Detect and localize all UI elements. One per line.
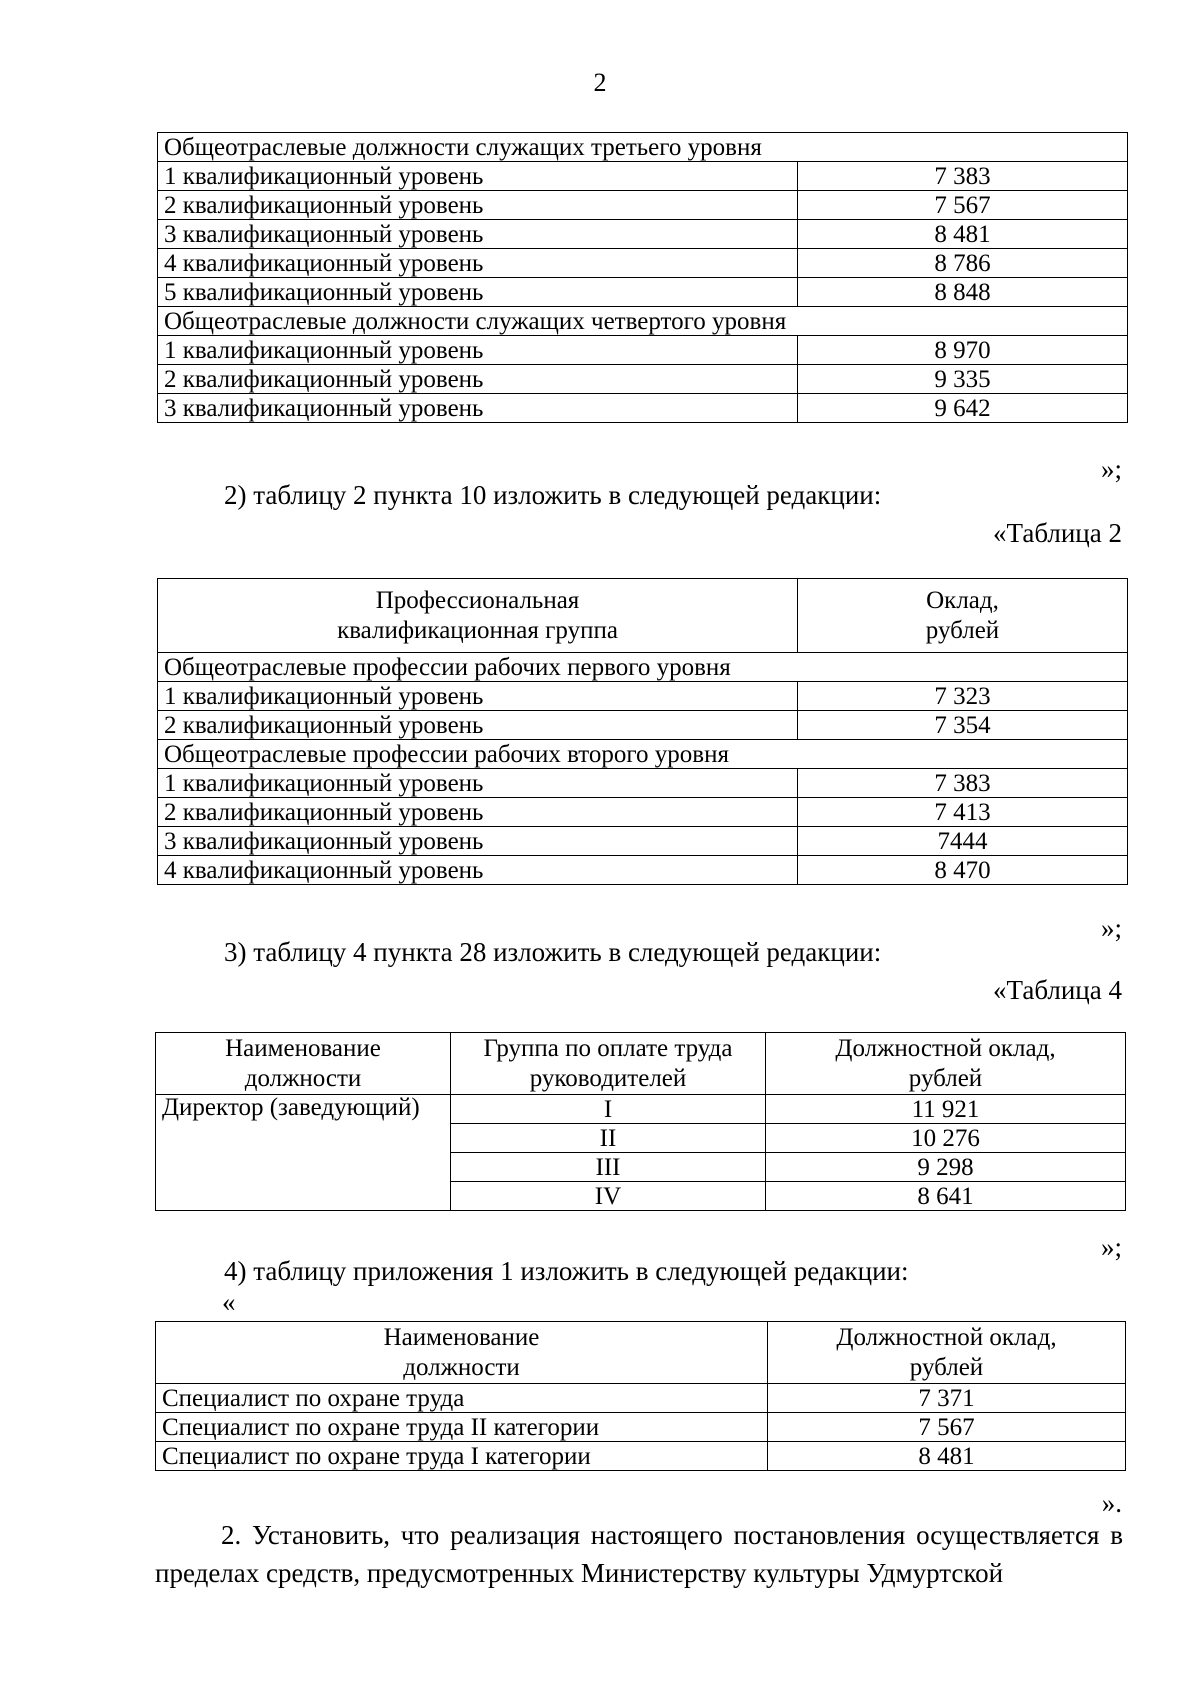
qualification-level: 4 квалификационный уровень [158, 249, 798, 278]
table-appendix-1 [155, 1321, 1126, 1471]
instruction-item-3: 3) таблицу 4 пункта 28 изложить в следующей редакции: [224, 937, 882, 967]
header-position: Наименование должности [156, 1322, 768, 1384]
table-header-row [156, 1322, 1126, 1384]
table-row [158, 394, 1128, 423]
position-name: Директор (заведующий) [156, 1095, 451, 1211]
position-name: Специалист по охране труда II категории [156, 1413, 768, 1442]
salary-value: 10 276 [766, 1124, 1126, 1153]
pay-group: II [451, 1124, 766, 1153]
qualification-level: 2 квалификационный уровень [158, 798, 798, 827]
qualification-level: 5 квалификационный уровень [158, 278, 798, 307]
salary-value: 7 323 [798, 682, 1128, 711]
instruction-item-2: 2) таблицу 2 пункта 10 изложить в следующей редакции: [224, 480, 882, 510]
group-label: Общеотраслевые профессии рабочих второго уровня [158, 740, 1128, 769]
qualification-level: 3 квалификационный уровень [158, 827, 798, 856]
table-row [156, 1413, 1126, 1442]
salary-value: 8 786 [798, 249, 1128, 278]
pay-group: IV [451, 1182, 766, 1211]
salary-value: 8 481 [798, 220, 1128, 249]
salary-value: 8 970 [798, 336, 1128, 365]
table-row [158, 336, 1128, 365]
table-row [158, 682, 1128, 711]
paragraph-2: 2. Установить, что реализация настоящего постановления осуществляется в пределах средств, предусмотренных Министерству культуры Удмуртской [155, 1520, 1123, 1588]
salary-value: 8 848 [798, 278, 1128, 307]
qualification-level: 1 квалификационный уровень [158, 769, 798, 798]
group-label: Общеотраслевые должности служащих третьего уровня [158, 133, 1128, 162]
table-row [158, 827, 1128, 856]
salary-value: 11 921 [766, 1095, 1126, 1124]
pay-group: I [451, 1095, 766, 1124]
closing-quote: »; [1100, 454, 1122, 484]
table-row [158, 162, 1128, 191]
table-row [158, 798, 1128, 827]
instruction-item-4: 4) таблицу приложения 1 изложить в следующей редакции: [224, 1256, 909, 1286]
header-salary: Должностной оклад, рублей [766, 1033, 1126, 1095]
table-row [156, 1384, 1126, 1413]
salary-value: 7 567 [768, 1413, 1126, 1442]
table-group-row [158, 653, 1128, 682]
opening-quote: « [222, 1287, 236, 1317]
table-row [158, 249, 1128, 278]
qualification-level: 4 квалификационный уровень [158, 856, 798, 885]
table-group-row [158, 307, 1128, 336]
closing-quote: »; [1100, 1232, 1122, 1262]
table-row [158, 278, 1128, 307]
table-row [158, 711, 1128, 740]
table-caption: «Таблица 2 [993, 518, 1122, 548]
header-professional-group: Профессиональная квалификационная группа [158, 579, 798, 653]
salary-value: 7 383 [798, 769, 1128, 798]
table-header-row [156, 1033, 1126, 1095]
table-group-row [158, 133, 1128, 162]
qualification-level: 2 квалификационный уровень [158, 191, 798, 220]
header-salary: Должностной оклад, рублей [768, 1322, 1126, 1384]
table-row [156, 1095, 1126, 1124]
salary-value: 7 371 [768, 1384, 1126, 1413]
table-worker-professions [157, 578, 1128, 885]
header-salary: Оклад, рублей [798, 579, 1128, 653]
table-group-row [158, 740, 1128, 769]
salary-value: 8 470 [798, 856, 1128, 885]
position-name: Специалист по охране труда I категории [156, 1442, 768, 1471]
salary-value: 7 383 [798, 162, 1128, 191]
header-pay-group: Группа по оплате труда руководителей [451, 1033, 766, 1095]
table-row [158, 220, 1128, 249]
salary-value: 7444 [798, 827, 1128, 856]
table-row [158, 856, 1128, 885]
qualification-level: 2 квалификационный уровень [158, 365, 798, 394]
pay-group: III [451, 1153, 766, 1182]
group-label: Общеотраслевые профессии рабочих первого уровня [158, 653, 1128, 682]
closing-quote: ». [1101, 1488, 1122, 1518]
table-caption: «Таблица 4 [993, 975, 1122, 1005]
closing-quote: »; [1100, 913, 1122, 943]
qualification-level: 2 квалификационный уровень [158, 711, 798, 740]
qualification-level: 3 квалификационный уровень [158, 394, 798, 423]
salary-value: 7 567 [798, 191, 1128, 220]
table-row [158, 365, 1128, 394]
salary-value: 9 335 [798, 365, 1128, 394]
page-number: 2 [593, 68, 607, 97]
table-header-row [158, 579, 1128, 653]
position-name: Специалист по охране труда [156, 1384, 768, 1413]
qualification-level: 1 квалификационный уровень [158, 682, 798, 711]
salary-value: 9 642 [798, 394, 1128, 423]
header-position: Наименование должности [156, 1033, 451, 1095]
salary-value: 7 354 [798, 711, 1128, 740]
qualification-level: 3 квалификационный уровень [158, 220, 798, 249]
table-employee-positions [157, 132, 1128, 423]
table-row [158, 191, 1128, 220]
qualification-level: 1 квалификационный уровень [158, 336, 798, 365]
table-row [156, 1442, 1126, 1471]
table-manager-salaries [155, 1032, 1126, 1211]
salary-value: 7 413 [798, 798, 1128, 827]
qualification-level: 1 квалификационный уровень [158, 162, 798, 191]
salary-value: 8 481 [768, 1442, 1126, 1471]
table-row [158, 769, 1128, 798]
salary-value: 9 298 [766, 1153, 1126, 1182]
group-label: Общеотраслевые должности служащих четвертого уровня [158, 307, 1128, 336]
salary-value: 8 641 [766, 1182, 1126, 1211]
